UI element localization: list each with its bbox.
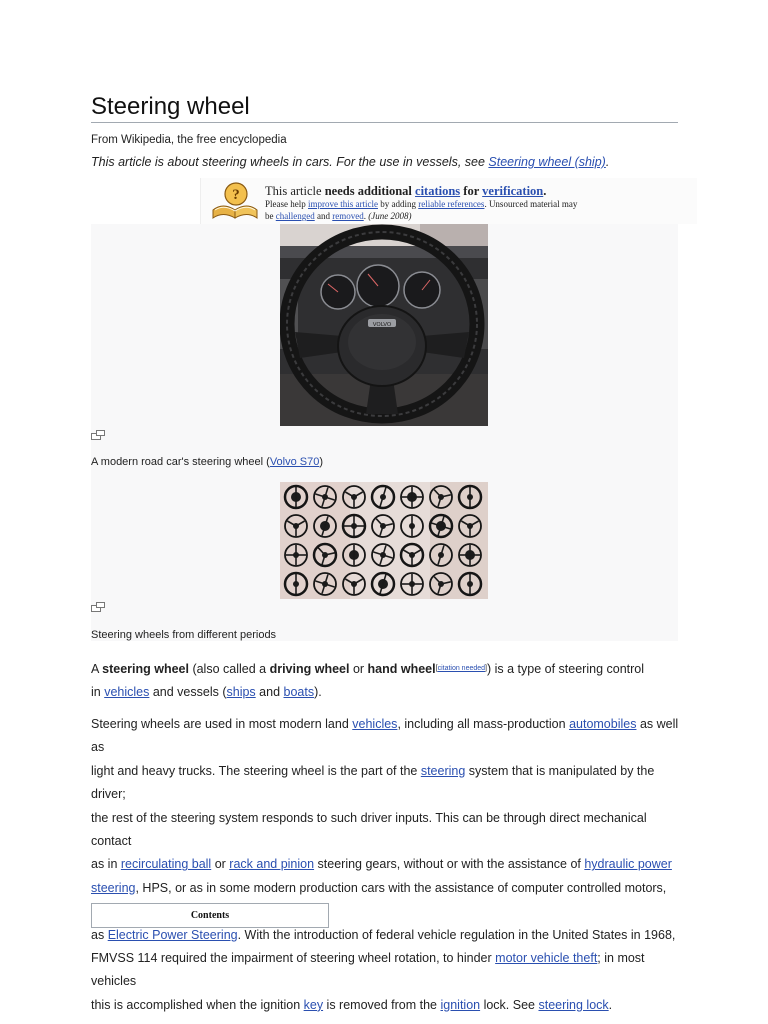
ships-link[interactable]: ships [226,685,256,700]
notice-line-1: This article needs additional citations for verification. [265,184,547,198]
steering-wheel-photo[interactable] [280,224,488,426]
hatnote-end: . [605,155,610,169]
table-of-contents[interactable]: Contents [91,903,329,928]
electric-power-steering-link[interactable]: Electric Power Steering [107,927,238,942]
citation-notice [200,178,697,224]
magnify-icon[interactable] [91,430,105,440]
key-link[interactable]: key [303,997,324,1012]
steering-link[interactable]: steering [420,763,466,778]
svg-text:?: ? [232,187,240,203]
magnify-icon[interactable] [91,602,105,612]
paragraph-1: A steering wheel (also called a driving wheel or hand wheel[citation needed]) is a type of steering control in vehicles and vessels (ships and boats). [91,662,645,700]
hydraulic-power-steering-link[interactable]: hydraulic power [584,857,672,872]
improve-link[interactable]: improve this article [308,199,378,209]
verification-link[interactable]: verification [482,184,544,198]
steering-wheels-grid-photo[interactable] [280,482,488,599]
paragraph-2: Steering wheels are used in most modern land vehicles, including all mass-production automobiles as well as light and heavy trucks. The steering wheel is the part of the steering system that is manipulated by the driver; the rest of the steering system responds to such driver inputs. This can be through direct mechanical contact as in recirculating ball or rack and pinion steering gears, without or with the assistance of hydraulic power steering, HPS, or as in some modern production cars with the assistance of computer controlled motors, as Electric Power Steering. With the introduction of federal vehicle regulation in the United States in 1968, FMVSS 114 required the impairment of steering wheel rotation, to hinder motor vehicle theft; in most vehicles this is accomplished when the ignition key is removed from the ignition lock. See steering lock. [91,717,679,1012]
wheel-thumbnail [343,515,365,537]
rack-and-pinion-link[interactable]: rack and pinion [229,857,315,872]
steering-lock-link[interactable]: steering lock [538,997,609,1012]
vehicles-link[interactable]: vehicles [352,717,398,731]
page-title: Steering wheel [91,92,678,123]
caption-2: Steering wheels from different periods [91,629,277,641]
volvo-s70-link[interactable]: Volvo S70 [269,456,320,468]
wheel-thumbnail [459,544,481,566]
vehicles-link[interactable]: vehicles [104,685,150,700]
wheel-thumbnail [401,486,423,508]
book-question-icon [209,180,261,222]
recirculating-ball-link[interactable]: recirculating ball [120,857,212,872]
citation-needed-link[interactable]: citation needed [437,665,486,672]
image-gallery [91,224,678,641]
reliable-references-link[interactable]: reliable references [418,199,485,209]
caption-1: A modern road car's steering wheel (Volvo S70) [91,456,324,468]
automobiles-link[interactable]: automobiles [569,717,637,731]
motor-vehicle-theft-link[interactable]: motor vehicle theft [495,951,598,966]
removed-link[interactable]: removed [332,211,364,221]
boats-link[interactable]: boats [283,685,315,700]
site-sub: From Wikipedia, the free encyclopedia [91,134,287,146]
hatnote-link[interactable]: Steering wheel (ship) [488,155,606,169]
wheel-thumbnail [401,573,423,595]
volvo-logo: VOLVO [372,322,392,328]
hatnote-text: This article is about steering wheels in cars. For the use in vessels, see [91,155,489,169]
hatnote [91,155,609,169]
wheel-thumbnail [285,544,307,566]
notice-line-3: be challenged and removed. (June 2008) [265,211,412,221]
challenged-link[interactable]: challenged [275,211,315,221]
ignition-link[interactable]: ignition [440,997,481,1012]
hydraulic-power-steering-link[interactable]: steering [91,880,136,895]
notice-text [265,184,605,222]
notice-line-2: Please help improve this article by adding reliable references. Unsourced material may [265,199,578,209]
citations-link[interactable]: citations [415,184,461,198]
